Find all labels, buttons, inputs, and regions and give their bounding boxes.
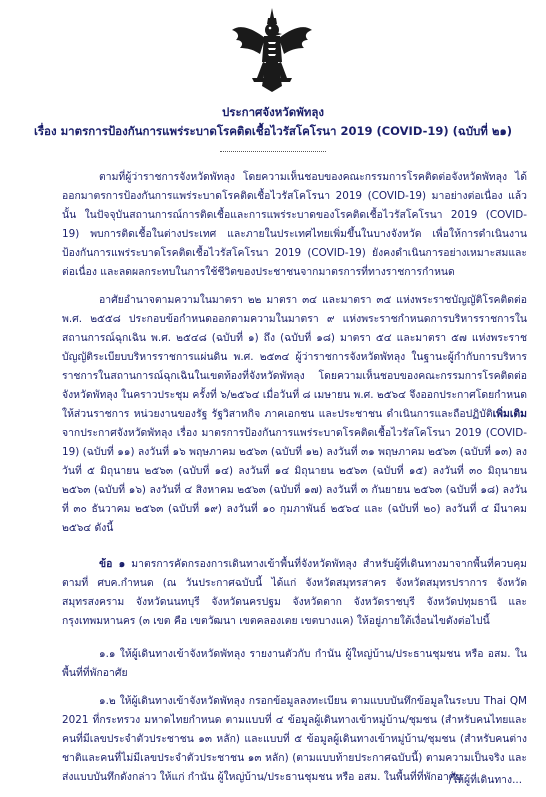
garuda-emblem-icon (230, 6, 314, 92)
authority-rest: จากประกาศจังหวัดพัทลุง เรื่อง มาตรการป้องกันการแพร่ระบาดโรคติดเชื้อไวรัสโคโรนา 2019 (COVID-19) (ฉบับที่ ๑๑) ลงวันที่ ๑๖ พฤษภาคม ๒๕๖๓ (ฉบับที่ ๑๒) ลงวันที่ ๓๑ พฤษภาคม ๒๕๖๓ (ฉบับที่ ๑๓) ลงวันที่ ๕ มิถุนายน ๒๕๖๓ (ฉบับที่ ๑๔) ลงวันที่ ๑๔ มิถุนายน ๒๕๖๓ (ฉบับที่ ๑๕) ลงวันที่ ๓๐ มิถุนายน ๒๕๖๓ (ฉบับที่ ๑๖) ลงวันที่ ๔ สิงหาคม ๒๕๖๓ (ฉบับที่ ๑๗) ลงวันที่ ๓ กันยายน ๒๕๖๓ (ฉบับที่ ๑๘) ลงวันที่ ๓๐ ธันวาคม ๒๕๖๓ (ฉบับที่ ๑๙) ลงวันที่ ๑๐ กุมภาพันธ์ ๒๕๖๔ และ (ฉบับที่ ๒๐) ลงวันที่ ๔ มีนาคม ๒๕๖๔ ดังนี้ (62, 427, 527, 534)
title-divider (220, 151, 326, 152)
authority-emphasis: เพิ่มเติม (492, 408, 527, 420)
paragraph-authority (62, 291, 527, 538)
announcement-subject: เรื่อง มาตรการป้องกันการแพร่ระบาดโรคติดเชื้อไวรัสโคโรนา 2019 (COVID-19) (ฉบับที่ ๒๑) (33, 124, 513, 138)
clause-1 (62, 555, 527, 631)
clause-1-number: ข้อ ๑ (99, 558, 126, 570)
announcement-title: ประกาศจังหวัดพัทลุง (221, 105, 325, 119)
clause-1-2: ๑.๒ ให้ผู้เดินทางเข้าจังหวัดพัทลุง กรอกข้อมูลลงทะเบียน ตามแบบบันทึกข้อมูลในระบบ Thai QM 2021 ที่กระทรวง มหาดไทยกำหนด ตามแบบที่ ๔ ข้อมูลผู้เดินทางเข้าหมู่บ้าน/ชุมชน (สำหรับคนไทยและคนที่มีเลขประจำตัวประชาชน ๑๓ หลัก) และแบบที่ ๕ ข้อมูลผู้เดินทางเข้าหมู่บ้าน/ชุมชน (สำหรับคนต่างชาติและคนที่ไม่มีเลขประจำตัวประชาชน ๑๓ หลัก) (ตามแบบท้ายประกาศฉบับนี้) ตามความเป็นจริง และส่งแบบบันทึกดังกล่าว ให้แก่ กำนัน ผู้ใหญ่บ้าน/ประธานชุมชน หรือ อสม. ในพื้นที่ที่พักอาศัย (62, 695, 527, 783)
authority-lead: อาศัยอำนาจตามความในมาตรา ๒๒ มาตรา ๓๔ และมาตรา ๓๕ แห่งพระราชบัญญัติโรคติดต่อ พ.ศ. ๒๕๕๘ ประกอบข้อกำหนดออกตามความในมาตรา ๙ แห่งพระราชกำหนดการบริหารราชการในสถานการณ์ฉุกเฉิน พ.ศ. ๒๕๔๘ (ฉบับที่ ๑) ถึง (ฉบับที่ ๑๘) มาตรา ๕๔ และมาตรา ๕๗ แห่งพระราชบัญญัติระเบียบบริหารราชการแผ่นดิน พ.ศ. ๒๕๓๔ ผู้ว่าราชการจังหวัดพัทลุง ในฐานะผู้กำกับการบริหารราชการในสถานการณ์ฉุกเฉินในเขตท้องที่จังหวัดพัทลุง โดยความเห็นชอบของคณะกรรมการโรคติดต่อจังหวัดพัทลุง ในคราวประชุม ครั้งที่ ๖/๒๕๖๔ เมื่อวันที่ ๘ เมษายน พ.ศ. ๒๕๖๔ จึงออกประกาศโดยกำหนดให้ส่วนราชการ หน่วยงานของรัฐ รัฐวิสาหกิจ ภาคเอกชน และประชาชน ดำเนินการและถือปฏิบัติ (62, 294, 527, 420)
clause-1-1: ๑.๑ ให้ผู้เดินทางเข้าจังหวัดพัทลุง รายงานตัวกับ กำนัน ผู้ใหญ่บ้าน/ประธานชุมชน หรือ อสม. ในพื้นที่ที่พักอาศัย (62, 648, 527, 679)
clause-1-text: มาตรการคัดกรองการเดินทางเข้าพื้นที่จังหวัดพัทลุง สำหรับผู้ที่เดินทางมาจากพื้นที่ควบคุม ตามที่ ศบค.กำหนด (ณ วันประกาศฉบับนี้ ได้แก่ จังหวัดสมุทรสาคร จังหวัดสมุทรปราการ จังหวัดสมุทรสงคราม จังหวัดนนทบุรี จังหวัดนครปฐม จังหวัดตาก จังหวัดราชบุรี จังหวัดปทุมธานี และกรุงเทพมหานคร (๓ เขต คือ เขตวัฒนา เขตคลองเตย เขตบางแค) ให้อยู่ภายใต้เงื่อนไขดังต่อไปนี้ (62, 558, 527, 627)
continuation-marker: /ให้ผู้ที่เดินทาง... (448, 774, 522, 786)
paragraph-background: ตามที่ผู้ว่าราชการจังหวัดพัทลุง โดยความเห็นชอบของคณะกรรมการโรคติดต่อจังหวัดพัทลุง ได้ออกมาตรการป้องกันการแพร่ระบาดโรคติดเชื้อไวรัสโคโรนา 2019 (COVID-19) มาอย่างต่อเนื่อง แล้วนั้น ในปัจจุบันสถานการณ์การติดเชื้อและการแพร่ระบาดของโรคติดเชื้อไวรัสโคโรนา 2019 (COVID-19) พบการติดเชื้อในต่างประเทศ และภายในประเทศไทยเพิ่มขึ้นในบางจังหวัด เพื่อให้การดำเนินงานป้องกันการแพร่ระบาดโรคติดเชื้อไวรัสโคโรนา 2019 (COVID-19) ยังคงดำเนินการอย่างเหมาะสมและต่อเนื่อง และลดผลกระทบในการใช้ชีวิตของประชาชนจากมาตรการที่ทางราชการกำหนด (62, 171, 527, 278)
